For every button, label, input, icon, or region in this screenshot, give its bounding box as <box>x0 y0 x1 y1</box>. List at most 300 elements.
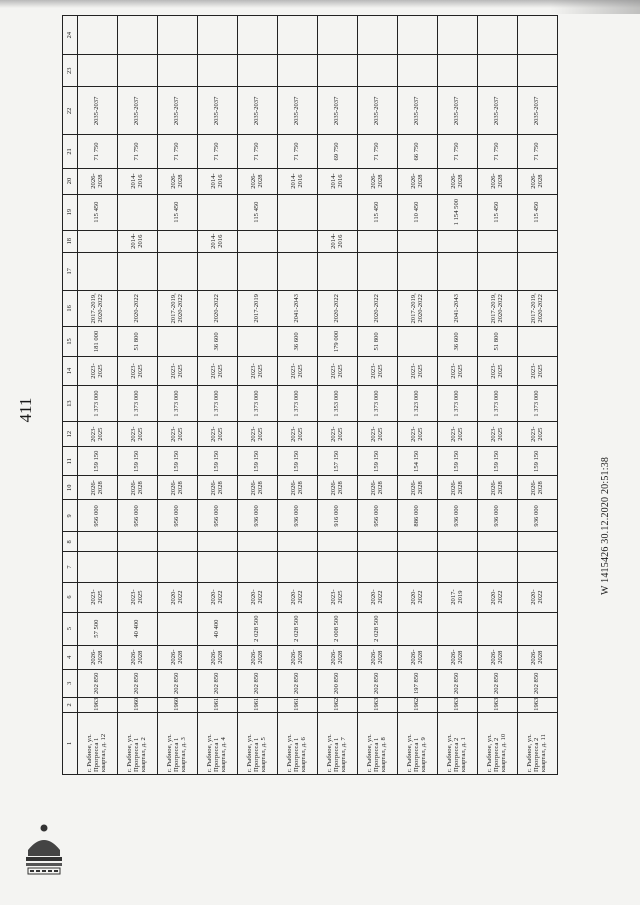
column-header: 9 <box>63 500 78 532</box>
table-cell: 71 750 <box>518 135 558 168</box>
table-cell <box>278 55 318 87</box>
table-cell: 2026-2028 <box>318 476 358 500</box>
table-row <box>78 16 118 775</box>
register-table <box>62 15 558 775</box>
table-cell <box>198 194 238 230</box>
table-cell: 2026-2028 <box>158 476 198 500</box>
column-header: 16 <box>63 290 78 326</box>
table-cell <box>318 552 358 582</box>
column-header: 22 <box>63 87 78 135</box>
table-cell <box>238 252 278 290</box>
table-cell <box>318 16 358 55</box>
table-row <box>438 16 478 775</box>
table-cell: 2020-2022 <box>358 582 398 612</box>
table-cell: 2026-2028 <box>198 476 238 500</box>
table-cell <box>158 326 198 356</box>
table-cell: 2035-2037 <box>518 87 558 135</box>
table-cell: 1961 <box>278 697 318 712</box>
table-cell: 956 000 <box>358 500 398 532</box>
table-cell <box>318 532 358 552</box>
table-cell: 2023-2025 <box>198 356 238 385</box>
table-cell: 200 850 <box>318 669 358 697</box>
column-header: 13 <box>63 386 78 422</box>
table-cell <box>518 16 558 55</box>
column-header: 21 <box>63 135 78 168</box>
table-cell <box>438 230 478 252</box>
table-cell: 936 000 <box>238 500 278 532</box>
column-header: 18 <box>63 230 78 252</box>
table-cell <box>518 252 558 290</box>
table-cell: 2023-2025 <box>358 356 398 385</box>
table-cell: 202 850 <box>438 669 478 697</box>
table-cell <box>358 55 398 87</box>
table-cell: 936 000 <box>518 500 558 532</box>
table-cell: 2035-2037 <box>158 87 198 135</box>
table-cell: 2017-2019, 2020-2022 <box>158 290 198 326</box>
table-cell: 2017-2019, 2020-2022 <box>478 290 518 326</box>
table-cell: 2020-2022 <box>198 582 238 612</box>
table-cell: 2023-2025 <box>358 422 398 447</box>
table-cell: 159 150 <box>518 447 558 476</box>
table-cell: 2020-2022 <box>118 290 158 326</box>
table-cell: 956 000 <box>198 500 238 532</box>
table-cell <box>278 252 318 290</box>
table-cell: 202 850 <box>158 669 198 697</box>
table-cell: 2020-2022 <box>518 582 558 612</box>
table-cell: 2023-2025 <box>518 422 558 447</box>
table-cell: 71 750 <box>278 135 318 168</box>
column-header: 7 <box>63 552 78 582</box>
table-cell <box>518 230 558 252</box>
table-cell: 2035-2037 <box>398 87 438 135</box>
table-cell <box>118 552 158 582</box>
table-cell: 51 800 <box>358 326 398 356</box>
table-cell: 2026-2028 <box>78 645 118 669</box>
table-cell: 2026-2028 <box>318 645 358 669</box>
table-cell: 2014-2016 <box>118 168 158 194</box>
table-cell <box>358 532 398 552</box>
table-cell <box>518 55 558 87</box>
table-cell: 2026-2028 <box>398 168 438 194</box>
table-cell: 1960 <box>158 697 198 712</box>
table-cell: 2026-2028 <box>478 476 518 500</box>
column-header: 19 <box>63 194 78 230</box>
table-cell <box>78 552 118 582</box>
table-cell: 1961 <box>198 697 238 712</box>
table-cell <box>318 55 358 87</box>
table-cell: 2035-2037 <box>118 87 158 135</box>
table-cell <box>118 532 158 552</box>
table-cell <box>398 326 438 356</box>
table-cell: 181 000 <box>78 326 118 356</box>
table-cell <box>478 230 518 252</box>
table-cell: 2023-2025 <box>78 356 118 385</box>
table-cell: 2035-2037 <box>478 87 518 135</box>
table-cell: 2026-2028 <box>358 168 398 194</box>
table-cell: 1963 <box>78 697 118 712</box>
column-header: 23 <box>63 55 78 87</box>
table-cell: 159 150 <box>478 447 518 476</box>
table-cell: 36 600 <box>438 326 478 356</box>
column-header: 14 <box>63 356 78 385</box>
table-cell <box>438 16 478 55</box>
table-cell: 1960 <box>118 697 158 712</box>
table-cell: 2026-2028 <box>278 645 318 669</box>
table-cell <box>478 16 518 55</box>
table-cell: 197 850 <box>398 669 438 697</box>
table-cell: 2017-2019, 2020-2022 <box>518 290 558 326</box>
table-cell: 2014-2016 <box>198 230 238 252</box>
table-cell: 956 000 <box>118 500 158 532</box>
table-cell: 1 373 000 <box>518 386 558 422</box>
table-cell: 2023-2025 <box>158 356 198 385</box>
table-cell <box>398 55 438 87</box>
table-cell: 1 323 000 <box>398 386 438 422</box>
table-cell: 2023-2025 <box>118 356 158 385</box>
table-cell: 2020-2022 <box>238 582 278 612</box>
table-cell <box>198 16 238 55</box>
table-cell: 2 028 500 <box>238 612 278 645</box>
table-cell: 2023-2025 <box>478 422 518 447</box>
table-row <box>358 16 398 775</box>
table-row <box>238 16 278 775</box>
table-cell: 2023-2025 <box>438 422 478 447</box>
table-cell: 2026-2028 <box>158 645 198 669</box>
table-cell: 2026-2028 <box>438 645 478 669</box>
table-cell: 956 000 <box>78 500 118 532</box>
table-cell: 2020-2022 <box>358 290 398 326</box>
table-cell <box>478 532 518 552</box>
table-cell: 2035-2037 <box>238 87 278 135</box>
address-cell: г. Рыбное, ул. Прогресса 1 квартал, д. 8 <box>358 712 398 774</box>
table-cell <box>78 55 118 87</box>
table-cell <box>318 252 358 290</box>
table-cell: 71 750 <box>358 135 398 168</box>
table-cell <box>398 230 438 252</box>
table-cell: 2026-2028 <box>118 476 158 500</box>
table-cell: 2014-2016 <box>118 230 158 252</box>
table-row <box>478 16 518 775</box>
table-cell <box>78 16 118 55</box>
table-cell: 2041-2043 <box>438 290 478 326</box>
table-cell: 2026-2028 <box>518 476 558 500</box>
table-cell: 2020-2022 <box>278 582 318 612</box>
table-cell: 2026-2028 <box>518 168 558 194</box>
table-cell <box>118 252 158 290</box>
table-cell <box>118 16 158 55</box>
table-row <box>318 16 358 775</box>
table-cell: 2035-2037 <box>318 87 358 135</box>
table-cell: 2017-2019, 2020-2022 <box>78 290 118 326</box>
table-cell: 40 400 <box>198 612 238 645</box>
table-cell: 1 373 000 <box>158 386 198 422</box>
table-cell <box>238 230 278 252</box>
table-cell <box>398 552 438 582</box>
table-cell <box>198 552 238 582</box>
table-cell: 2023-2025 <box>318 356 358 385</box>
table-cell: 115 450 <box>518 194 558 230</box>
column-header: 4 <box>63 645 78 669</box>
table-row <box>158 16 198 775</box>
table-cell: 2023-2025 <box>118 582 158 612</box>
table-cell: 2023-2025 <box>278 356 318 385</box>
address-cell: г. Рыбное, ул. Прогресса 2 квартал, д. 1 <box>438 712 478 774</box>
column-header: 8 <box>63 532 78 552</box>
column-header: 10 <box>63 476 78 500</box>
table-cell: 40 400 <box>118 612 158 645</box>
table-cell: 2026-2028 <box>198 645 238 669</box>
column-header: 20 <box>63 168 78 194</box>
table-cell: 51 800 <box>118 326 158 356</box>
table-cell: 2023-2025 <box>318 582 358 612</box>
column-header: 12 <box>63 422 78 447</box>
table-cell <box>78 532 118 552</box>
table-cell <box>158 552 198 582</box>
table-cell <box>278 552 318 582</box>
table-row <box>518 16 558 775</box>
table-cell: 51 800 <box>478 326 518 356</box>
address-cell: г. Рыбное, ул. Прогресса 1 квартал, д. 7 <box>318 712 358 774</box>
table-cell <box>438 612 478 645</box>
table-cell <box>158 252 198 290</box>
table-cell: 1 373 000 <box>238 386 278 422</box>
table-cell: 2026-2028 <box>398 645 438 669</box>
table-cell: 2023-2025 <box>118 422 158 447</box>
table-row <box>198 16 238 775</box>
table-cell: 71 750 <box>438 135 478 168</box>
table-cell: 71 750 <box>198 135 238 168</box>
table-cell: 1 373 000 <box>198 386 238 422</box>
table-cell: 202 850 <box>118 669 158 697</box>
table-cell <box>518 552 558 582</box>
table-cell <box>438 532 478 552</box>
table-cell <box>518 326 558 356</box>
table-cell: 71 750 <box>158 135 198 168</box>
table-cell: 202 850 <box>358 669 398 697</box>
table-cell: 2026-2028 <box>398 476 438 500</box>
table-cell <box>358 230 398 252</box>
table-cell: 1963 <box>358 697 398 712</box>
table-cell: 2020-2022 <box>158 582 198 612</box>
table-cell <box>358 552 398 582</box>
table-row <box>118 16 158 775</box>
table-cell: 1 373 000 <box>278 386 318 422</box>
table-cell: 2023-2025 <box>78 422 118 447</box>
table-cell: 2 028 500 <box>278 612 318 645</box>
table-cell: 2023-2025 <box>398 422 438 447</box>
table-cell: 1963 <box>438 697 478 712</box>
table-cell: 2026-2028 <box>518 645 558 669</box>
page-number: 411 <box>16 397 35 423</box>
table-cell: 2014-2016 <box>318 168 358 194</box>
table-cell: 2014-2016 <box>318 230 358 252</box>
table-cell: 2020-2022 <box>318 290 358 326</box>
table-cell <box>278 532 318 552</box>
table-cell: 2 028 500 <box>358 612 398 645</box>
table-cell <box>278 230 318 252</box>
column-header: 1 <box>63 712 78 774</box>
table-cell: 886 000 <box>398 500 438 532</box>
table-cell: 71 750 <box>478 135 518 168</box>
table-cell: 2026-2028 <box>438 168 478 194</box>
column-header: 24 <box>63 16 78 55</box>
table-cell: 36 600 <box>278 326 318 356</box>
table-cell: 1 373 000 <box>478 386 518 422</box>
table-cell: 2026-2028 <box>438 476 478 500</box>
table-cell: 115 450 <box>478 194 518 230</box>
table-cell <box>78 252 118 290</box>
table-cell: 202 850 <box>518 669 558 697</box>
table-cell <box>438 55 478 87</box>
address-cell: г. Рыбное, ул. Прогресса 1 квартал, д. 3 <box>158 712 198 774</box>
address-cell: г. Рыбное, ул. Прогресса 2 квартал, д. 10 <box>478 712 518 774</box>
column-header: 2 <box>63 697 78 712</box>
table-cell: 66 750 <box>398 135 438 168</box>
table-cell: 2023-2025 <box>518 356 558 385</box>
table-cell <box>198 55 238 87</box>
table-cell: 916 000 <box>318 500 358 532</box>
table-cell: 202 850 <box>78 669 118 697</box>
address-cell: г. Рыбное, ул. Прогресса 1 квартал, д. 6 <box>278 712 318 774</box>
table-cell <box>478 252 518 290</box>
address-cell: г. Рыбное, ул. Прогресса 1 квартал, д. 5 <box>238 712 278 774</box>
table-cell <box>438 552 478 582</box>
table-cell: 1962 <box>318 697 358 712</box>
table-cell: 202 850 <box>198 669 238 697</box>
table-cell: 2041-2043 <box>278 290 318 326</box>
table-cell: 159 150 <box>278 447 318 476</box>
table-cell <box>438 252 478 290</box>
document-stamp-code: W 1415426 30.12.2020 20:51:38 <box>600 456 611 595</box>
column-header: 3 <box>63 669 78 697</box>
address-cell: г. Рыбное, ул. Прогресса 1 квартал, д. 12 <box>78 712 118 774</box>
table-cell: 202 850 <box>278 669 318 697</box>
table-cell: 115 450 <box>358 194 398 230</box>
table-cell <box>158 55 198 87</box>
table-cell: 2026-2028 <box>478 645 518 669</box>
table-cell: 2023-2025 <box>278 422 318 447</box>
notary-seal-icon <box>22 820 66 878</box>
table-cell: 159 150 <box>198 447 238 476</box>
table-cell: 2014-2016 <box>278 168 318 194</box>
table-cell: 159 150 <box>358 447 398 476</box>
column-header: 5 <box>63 612 78 645</box>
table-cell: 159 150 <box>238 447 278 476</box>
table-cell <box>478 612 518 645</box>
table-cell <box>238 326 278 356</box>
address-cell: г. Рыбное, ул. Прогресса 1 квартал, д. 4 <box>198 712 238 774</box>
address-cell: г. Рыбное, ул. Прогресса 2 квартал, д. 11 <box>518 712 558 774</box>
table-cell: 1 373 000 <box>78 386 118 422</box>
table-cell: 2023-2025 <box>238 356 278 385</box>
table-cell <box>358 252 398 290</box>
column-header: 6 <box>63 582 78 612</box>
table-cell: 936 000 <box>478 500 518 532</box>
table-cell: 202 850 <box>238 669 278 697</box>
table-cell <box>398 252 438 290</box>
table-cell: 2017-2019 <box>438 582 478 612</box>
column-header: 11 <box>63 447 78 476</box>
table-cell: 2026-2028 <box>238 645 278 669</box>
table-cell <box>518 532 558 552</box>
table-cell: 2035-2037 <box>198 87 238 135</box>
table-cell: 36 600 <box>198 326 238 356</box>
table-cell: 2 008 500 <box>318 612 358 645</box>
column-header: 15 <box>63 326 78 356</box>
table-row <box>278 16 318 775</box>
table-cell: 2023-2025 <box>238 422 278 447</box>
table-cell: 2020-2022 <box>198 290 238 326</box>
address-cell: г. Рыбное, ул. Прогресса 1 квартал, д. 2 <box>118 712 158 774</box>
table-cell: 1 353 000 <box>318 386 358 422</box>
table-cell: 1 154 500 <box>438 194 478 230</box>
table-body <box>78 16 558 775</box>
table-cell: 1961 <box>238 697 278 712</box>
table-cell: 2014-2016 <box>198 168 238 194</box>
table-cell: 956 000 <box>158 500 198 532</box>
table-cell: 2023-2025 <box>398 356 438 385</box>
table-cell <box>318 194 358 230</box>
table-cell: 110 450 <box>398 194 438 230</box>
table-cell: 115 450 <box>238 194 278 230</box>
table-cell: 2023-2025 <box>318 422 358 447</box>
table-cell: 2026-2028 <box>478 168 518 194</box>
table-cell <box>398 16 438 55</box>
table-cell <box>398 532 438 552</box>
table-cell <box>478 552 518 582</box>
header-row <box>63 16 78 775</box>
table-cell: 1963 <box>518 697 558 712</box>
table-cell <box>158 230 198 252</box>
table-cell <box>398 612 438 645</box>
table-cell: 2026-2028 <box>118 645 158 669</box>
table-cell <box>518 612 558 645</box>
table-cell: 159 150 <box>78 447 118 476</box>
table-cell <box>238 55 278 87</box>
table-cell: 2026-2028 <box>358 476 398 500</box>
table-cell: 2035-2037 <box>78 87 118 135</box>
table-cell <box>238 532 278 552</box>
address-cell: г. Рыбное, ул. Прогресса 1 квартал, д. 9 <box>398 712 438 774</box>
table-cell: 71 750 <box>118 135 158 168</box>
table-cell: 159 150 <box>438 447 478 476</box>
table-cell: 2026-2028 <box>238 168 278 194</box>
table-cell: 1 373 000 <box>358 386 398 422</box>
table-cell: 936 000 <box>278 500 318 532</box>
table-cell: 2026-2028 <box>158 168 198 194</box>
table-cell: 2017-2019 <box>238 290 278 326</box>
table-cell <box>278 194 318 230</box>
column-header: 17 <box>63 252 78 290</box>
table-cell: 2020-2022 <box>478 582 518 612</box>
table-cell: 1 373 000 <box>118 386 158 422</box>
table-cell <box>158 612 198 645</box>
table-cell: 2023-2025 <box>78 582 118 612</box>
table-cell: 2023-2025 <box>478 356 518 385</box>
table-cell: 2026-2028 <box>358 645 398 669</box>
table-cell <box>478 55 518 87</box>
table-cell: 2026-2028 <box>278 476 318 500</box>
table-cell <box>118 194 158 230</box>
table-cell: 1 373 000 <box>438 386 478 422</box>
table-cell <box>198 532 238 552</box>
table-cell <box>198 252 238 290</box>
table-cell: 157 150 <box>318 447 358 476</box>
table-cell: 2026-2028 <box>78 476 118 500</box>
table-cell: 71 750 <box>238 135 278 168</box>
table-cell <box>278 16 318 55</box>
table-cell: 2026-2028 <box>238 476 278 500</box>
